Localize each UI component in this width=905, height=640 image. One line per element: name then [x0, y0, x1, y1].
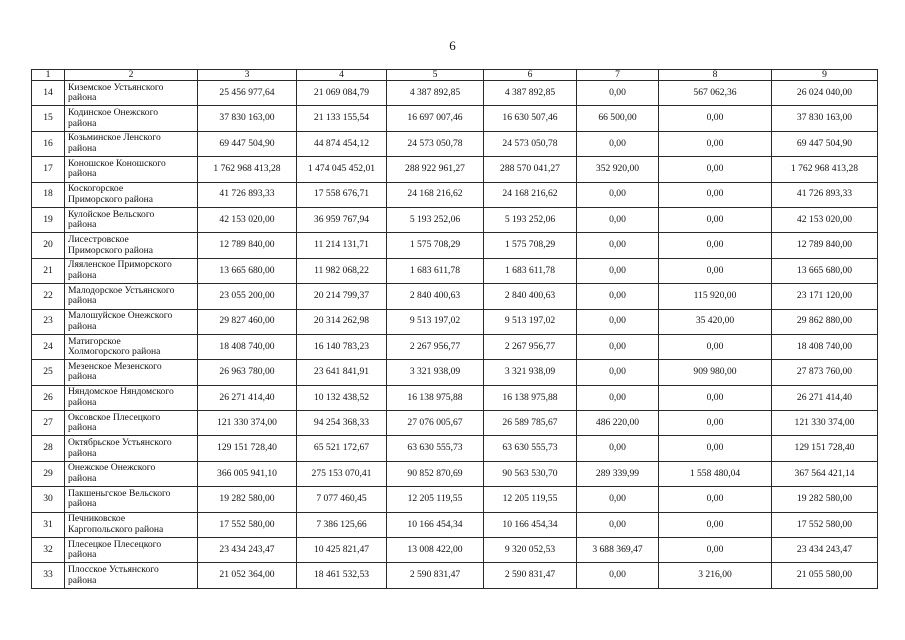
municipality-name-line: Коношское Коношского	[68, 157, 166, 169]
row-number-cell: 20	[32, 233, 65, 258]
amount-cell-c6: 9 320 052,53	[484, 538, 577, 563]
amount-cell-c4: 36 959 767,94	[297, 207, 387, 232]
municipality-name-line: Оксовское Плесецкого	[68, 411, 161, 423]
amount-cell-c7: 0,00	[577, 487, 659, 512]
municipality-name-line: Коскогорское	[68, 183, 124, 195]
amount-cell-c3: 41 726 893,33	[198, 182, 297, 207]
municipality-name-line: Няндомское Няндомского	[68, 386, 174, 398]
amount-cell-c5: 5 193 252,06	[387, 207, 484, 232]
amount-cell-c6: 288 570 041,27	[484, 157, 577, 182]
amount-cell-c3: 37 830 163,00	[198, 106, 297, 131]
table-row	[32, 538, 878, 563]
amount-cell-c5: 10 166 454,34	[387, 512, 484, 537]
amount-cell-c9: 121 330 374,00	[772, 411, 878, 436]
amount-cell-c4: 1 474 045 452,01	[297, 157, 387, 182]
municipality-name-cell	[65, 411, 198, 436]
amount-cell-c6: 1 575 708,29	[484, 233, 577, 258]
row-number-cell: 25	[32, 360, 65, 385]
amount-cell-c6: 24 573 050,78	[484, 131, 577, 156]
amount-cell-c8: 0,00	[659, 411, 772, 436]
amount-cell-c6: 90 563 530,70	[484, 461, 577, 486]
table-row	[32, 284, 878, 309]
amount-cell-c8: 0,00	[659, 207, 772, 232]
amount-cell-c7: 66 500,00	[577, 106, 659, 131]
municipality-name-line: Козьминское Ленского	[68, 132, 161, 144]
amount-cell-c6: 16 630 507,46	[484, 106, 577, 131]
amount-cell-c9: 42 153 020,00	[772, 207, 878, 232]
amount-cell-c6: 16 138 975,88	[484, 385, 577, 410]
amount-cell-c3: 25 456 977,64	[198, 81, 297, 106]
amount-cell-c3: 121 330 374,00	[198, 411, 297, 436]
amount-cell-c9: 129 151 728,40	[772, 436, 878, 461]
table-row	[32, 233, 878, 258]
amount-cell-c8: 0,00	[659, 385, 772, 410]
amount-cell-c8: 35 420,00	[659, 309, 772, 334]
municipality-name-cell	[65, 131, 198, 156]
municipality-name-line: Приморского района	[68, 244, 154, 256]
amount-cell-c4: 11 982 068,22	[297, 258, 387, 283]
row-number-cell: 18	[32, 182, 65, 207]
column-header: 3	[198, 70, 297, 81]
amount-cell-c3: 23 055 200,00	[198, 284, 297, 309]
amount-cell-c7: 3 688 369,47	[577, 538, 659, 563]
amount-cell-c7: 0,00	[577, 284, 659, 309]
municipalities-budget-table	[31, 69, 878, 589]
amount-cell-c3: 23 434 243,47	[198, 538, 297, 563]
municipality-name-line: района	[68, 92, 97, 104]
amount-cell-c5: 24 168 216,62	[387, 182, 484, 207]
municipality-name-line: Холмогорского района	[68, 346, 161, 358]
amount-cell-c5: 3 321 938,09	[387, 360, 484, 385]
page-number: 6	[449, 38, 456, 53]
municipality-name-line: района	[68, 498, 97, 510]
amount-cell-c7: 0,00	[577, 512, 659, 537]
amount-cell-c7: 0,00	[577, 360, 659, 385]
municipality-name-line: района	[68, 473, 97, 485]
amount-cell-c3: 69 447 504,90	[198, 131, 297, 156]
amount-cell-c6: 3 321 938,09	[484, 360, 577, 385]
municipality-name-cell	[65, 233, 198, 258]
row-number-cell: 27	[32, 411, 65, 436]
municipality-name-cell	[65, 284, 198, 309]
municipality-name-cell	[65, 461, 198, 486]
municipality-name-cell	[65, 157, 198, 182]
amount-cell-c4: 7 386 125,66	[297, 512, 387, 537]
amount-cell-c4: 11 214 131,71	[297, 233, 387, 258]
amount-cell-c9: 19 282 580,00	[772, 487, 878, 512]
row-number-cell: 26	[32, 385, 65, 410]
amount-cell-c7: 0,00	[577, 436, 659, 461]
amount-cell-c3: 17 552 580,00	[198, 512, 297, 537]
column-header: 8	[659, 70, 772, 81]
column-header: 6	[484, 70, 577, 81]
municipality-name-cell	[65, 538, 198, 563]
amount-cell-c4: 20 314 262,98	[297, 309, 387, 334]
amount-cell-c6: 63 630 555,73	[484, 436, 577, 461]
amount-cell-c6: 2 267 956,77	[484, 334, 577, 359]
municipality-name-line: Пакшеньгское Вельского	[68, 487, 171, 499]
amount-cell-c8: 0,00	[659, 512, 772, 537]
amount-cell-c4: 23 641 841,91	[297, 360, 387, 385]
municipality-name-line: Плосское Устьянского	[68, 564, 159, 576]
municipality-name-line: Ляяленское Приморского	[68, 259, 172, 271]
amount-cell-c9: 26 024 040,00	[772, 81, 878, 106]
amount-cell-c7: 486 220,00	[577, 411, 659, 436]
row-number-cell: 19	[32, 207, 65, 232]
amount-cell-c3: 26 271 414,40	[198, 385, 297, 410]
amount-cell-c4: 10 132 438,52	[297, 385, 387, 410]
amount-cell-c5: 12 205 119,55	[387, 487, 484, 512]
municipality-name-cell	[65, 385, 198, 410]
amount-cell-c8: 3 216,00	[659, 563, 772, 588]
table-row	[32, 487, 878, 512]
amount-cell-c8: 0,00	[659, 106, 772, 131]
amount-cell-c8: 0,00	[659, 436, 772, 461]
amount-cell-c6: 1 683 611,78	[484, 258, 577, 283]
municipality-name-cell	[65, 81, 198, 106]
amount-cell-c3: 1 762 968 413,28	[198, 157, 297, 182]
amount-cell-c5: 288 922 961,27	[387, 157, 484, 182]
row-number-cell: 29	[32, 461, 65, 486]
municipality-name-cell	[65, 512, 198, 537]
amount-cell-c9: 69 447 504,90	[772, 131, 878, 156]
amount-cell-c7: 0,00	[577, 309, 659, 334]
municipality-name-line: Кулойское Вельского	[68, 208, 155, 220]
table-row	[32, 207, 878, 232]
table-row	[32, 360, 878, 385]
amount-cell-c9: 37 830 163,00	[772, 106, 878, 131]
row-number-cell: 28	[32, 436, 65, 461]
amount-cell-c7: 0,00	[577, 233, 659, 258]
row-number-cell: 32	[32, 538, 65, 563]
municipality-name-line: Печниковское	[68, 513, 126, 525]
municipality-name-line: района	[68, 295, 97, 307]
row-number-cell: 15	[32, 106, 65, 131]
amount-cell-c8: 0,00	[659, 233, 772, 258]
amount-cell-c5: 1 575 708,29	[387, 233, 484, 258]
amount-cell-c7: 0,00	[577, 81, 659, 106]
amount-cell-c5: 1 683 611,78	[387, 258, 484, 283]
amount-cell-c4: 20 214 799,37	[297, 284, 387, 309]
municipality-name-line: Плесецкое Плесецкого	[68, 538, 162, 550]
amount-cell-c4: 65 521 172,67	[297, 436, 387, 461]
amount-cell-c9: 23 171 120,00	[772, 284, 878, 309]
municipality-name-line: района	[68, 168, 97, 180]
amount-cell-c3: 12 789 840,00	[198, 233, 297, 258]
amount-cell-c8: 0,00	[659, 131, 772, 156]
municipality-name-line: Малодорское Устьянского	[68, 284, 175, 296]
amount-cell-c6: 4 387 892,85	[484, 81, 577, 106]
amount-cell-c7: 0,00	[577, 563, 659, 588]
row-number-cell: 14	[32, 81, 65, 106]
row-number-cell: 22	[32, 284, 65, 309]
amount-cell-c3: 19 282 580,00	[198, 487, 297, 512]
table-row	[32, 106, 878, 131]
municipality-name-line: Киземское Устьянского	[68, 81, 164, 93]
amount-cell-c3: 13 665 680,00	[198, 258, 297, 283]
amount-cell-c5: 27 076 005,67	[387, 411, 484, 436]
amount-cell-c4: 21 069 084,79	[297, 81, 387, 106]
amount-cell-c5: 2 267 956,77	[387, 334, 484, 359]
amount-cell-c4: 16 140 783,23	[297, 334, 387, 359]
row-number-cell: 16	[32, 131, 65, 156]
amount-cell-c3: 129 151 728,40	[198, 436, 297, 461]
table-row	[32, 461, 878, 486]
municipality-name-line: Кодинское Онежского	[68, 106, 159, 118]
municipality-name-cell	[65, 309, 198, 334]
municipality-name-cell	[65, 207, 198, 232]
amount-cell-c9: 21 055 580,00	[772, 563, 878, 588]
amount-cell-c8: 1 558 480,04	[659, 461, 772, 486]
amount-cell-c5: 13 008 422,00	[387, 538, 484, 563]
amount-cell-c9: 12 789 840,00	[772, 233, 878, 258]
column-header: 4	[297, 70, 387, 81]
amount-cell-c4: 18 461 532,53	[297, 563, 387, 588]
amount-cell-c8: 0,00	[659, 157, 772, 182]
row-number-cell: 31	[32, 512, 65, 537]
amount-cell-c4: 7 077 460,45	[297, 487, 387, 512]
amount-cell-c9: 1 762 968 413,28	[772, 157, 878, 182]
table-row	[32, 436, 878, 461]
amount-cell-c6: 24 168 216,62	[484, 182, 577, 207]
municipality-name-line: района	[68, 396, 97, 408]
municipality-name-line: района	[68, 549, 97, 561]
municipality-name-line: Онежское Онежского	[68, 462, 156, 474]
amount-cell-c5: 24 573 050,78	[387, 131, 484, 156]
municipality-name-cell	[65, 563, 198, 588]
municipality-name-cell	[65, 487, 198, 512]
municipality-name-line: района	[68, 117, 97, 129]
amount-cell-c8: 0,00	[659, 182, 772, 207]
amount-cell-c8: 567 062,36	[659, 81, 772, 106]
table-row	[32, 411, 878, 436]
amount-cell-c5: 2 840 400,63	[387, 284, 484, 309]
amount-cell-c7: 0,00	[577, 334, 659, 359]
amount-cell-c5: 16 697 007,46	[387, 106, 484, 131]
amount-cell-c9: 18 408 740,00	[772, 334, 878, 359]
column-header: 5	[387, 70, 484, 81]
amount-cell-c6: 26 589 785,67	[484, 411, 577, 436]
amount-cell-c6: 10 166 454,34	[484, 512, 577, 537]
municipality-name-cell	[65, 182, 198, 207]
amount-cell-c4: 44 874 454,12	[297, 131, 387, 156]
amount-cell-c8: 0,00	[659, 334, 772, 359]
column-header: 9	[772, 70, 878, 81]
amount-cell-c4: 21 133 155,54	[297, 106, 387, 131]
amount-cell-c7: 352 920,00	[577, 157, 659, 182]
municipality-name-line: района	[68, 142, 97, 154]
table-row	[32, 563, 878, 588]
amount-cell-c5: 2 590 831,47	[387, 563, 484, 588]
column-header: 1	[32, 70, 65, 81]
table-row	[32, 309, 878, 334]
amount-cell-c3: 42 153 020,00	[198, 207, 297, 232]
amount-cell-c6: 2 590 831,47	[484, 563, 577, 588]
municipality-name-line: Октябрьское Устьянского	[68, 437, 172, 449]
amount-cell-c9: 13 665 680,00	[772, 258, 878, 283]
amount-cell-c9: 41 726 893,33	[772, 182, 878, 207]
amount-cell-c3: 26 963 780,00	[198, 360, 297, 385]
municipality-name-line: района	[68, 574, 97, 586]
municipality-name-cell	[65, 258, 198, 283]
column-header: 2	[65, 70, 198, 81]
amount-cell-c5: 9 513 197,02	[387, 309, 484, 334]
amount-cell-c7: 289 339,99	[577, 461, 659, 486]
amount-cell-c3: 18 408 740,00	[198, 334, 297, 359]
table-row	[32, 131, 878, 156]
amount-cell-c9: 23 434 243,47	[772, 538, 878, 563]
municipality-name-cell	[65, 334, 198, 359]
table-row	[32, 334, 878, 359]
amount-cell-c6: 9 513 197,02	[484, 309, 577, 334]
row-number-cell: 33	[32, 563, 65, 588]
row-number-cell: 17	[32, 157, 65, 182]
amount-cell-c4: 94 254 368,33	[297, 411, 387, 436]
row-number-cell: 30	[32, 487, 65, 512]
amount-cell-c9: 26 271 414,40	[772, 385, 878, 410]
table-row	[32, 385, 878, 410]
amount-cell-c4: 10 425 821,47	[297, 538, 387, 563]
municipality-name-line: Матигорское	[68, 335, 121, 347]
amount-cell-c5: 16 138 975,88	[387, 385, 484, 410]
amount-cell-c9: 17 552 580,00	[772, 512, 878, 537]
amount-cell-c6: 12 205 119,55	[484, 487, 577, 512]
amount-cell-c7: 0,00	[577, 207, 659, 232]
table-row	[32, 157, 878, 182]
row-number-cell: 24	[32, 334, 65, 359]
amount-cell-c6: 2 840 400,63	[484, 284, 577, 309]
column-number-header-row	[32, 70, 878, 81]
amount-cell-c8: 909 980,00	[659, 360, 772, 385]
municipality-name-line: Мезенское Мезенского	[68, 360, 162, 372]
municipality-name-cell	[65, 360, 198, 385]
amount-cell-c8: 0,00	[659, 538, 772, 563]
amount-cell-c6: 5 193 252,06	[484, 207, 577, 232]
amount-cell-c7: 0,00	[577, 385, 659, 410]
municipality-name-line: Малошуйское Онежского	[68, 310, 173, 322]
amount-cell-c3: 366 005 941,10	[198, 461, 297, 486]
amount-cell-c8: 115 920,00	[659, 284, 772, 309]
amount-cell-c5: 90 852 870,69	[387, 461, 484, 486]
amount-cell-c8: 0,00	[659, 258, 772, 283]
municipality-name-line: района	[68, 219, 97, 231]
municipality-name-line: Каргопольского района	[68, 523, 164, 535]
municipality-name-line: района	[68, 371, 97, 383]
row-number-cell: 21	[32, 258, 65, 283]
municipality-name-line: района	[68, 447, 97, 459]
amount-cell-c3: 29 827 460,00	[198, 309, 297, 334]
municipality-name-line: района	[68, 269, 97, 281]
amount-cell-c5: 63 630 555,73	[387, 436, 484, 461]
amount-cell-c9: 367 564 421,14	[772, 461, 878, 486]
amount-cell-c9: 27 873 760,00	[772, 360, 878, 385]
amount-cell-c7: 0,00	[577, 131, 659, 156]
amount-cell-c5: 4 387 892,85	[387, 81, 484, 106]
table-row	[32, 81, 878, 106]
amount-cell-c4: 17 558 676,71	[297, 182, 387, 207]
municipality-name-line: района	[68, 320, 97, 332]
table-row	[32, 512, 878, 537]
amount-cell-c7: 0,00	[577, 258, 659, 283]
municipality-name-line: района	[68, 422, 97, 434]
amount-cell-c3: 21 052 364,00	[198, 563, 297, 588]
municipality-name-line: Лисестровское	[68, 233, 129, 245]
municipality-name-line: Приморского района	[68, 193, 154, 205]
amount-cell-c7: 0,00	[577, 182, 659, 207]
municipality-name-cell	[65, 436, 198, 461]
column-header: 7	[577, 70, 659, 81]
amount-cell-c4: 275 153 070,41	[297, 461, 387, 486]
amount-cell-c8: 0,00	[659, 487, 772, 512]
row-number-cell: 23	[32, 309, 65, 334]
table-row	[32, 258, 878, 283]
municipality-name-cell	[65, 106, 198, 131]
amount-cell-c9: 29 862 880,00	[772, 309, 878, 334]
table-row	[32, 182, 878, 207]
